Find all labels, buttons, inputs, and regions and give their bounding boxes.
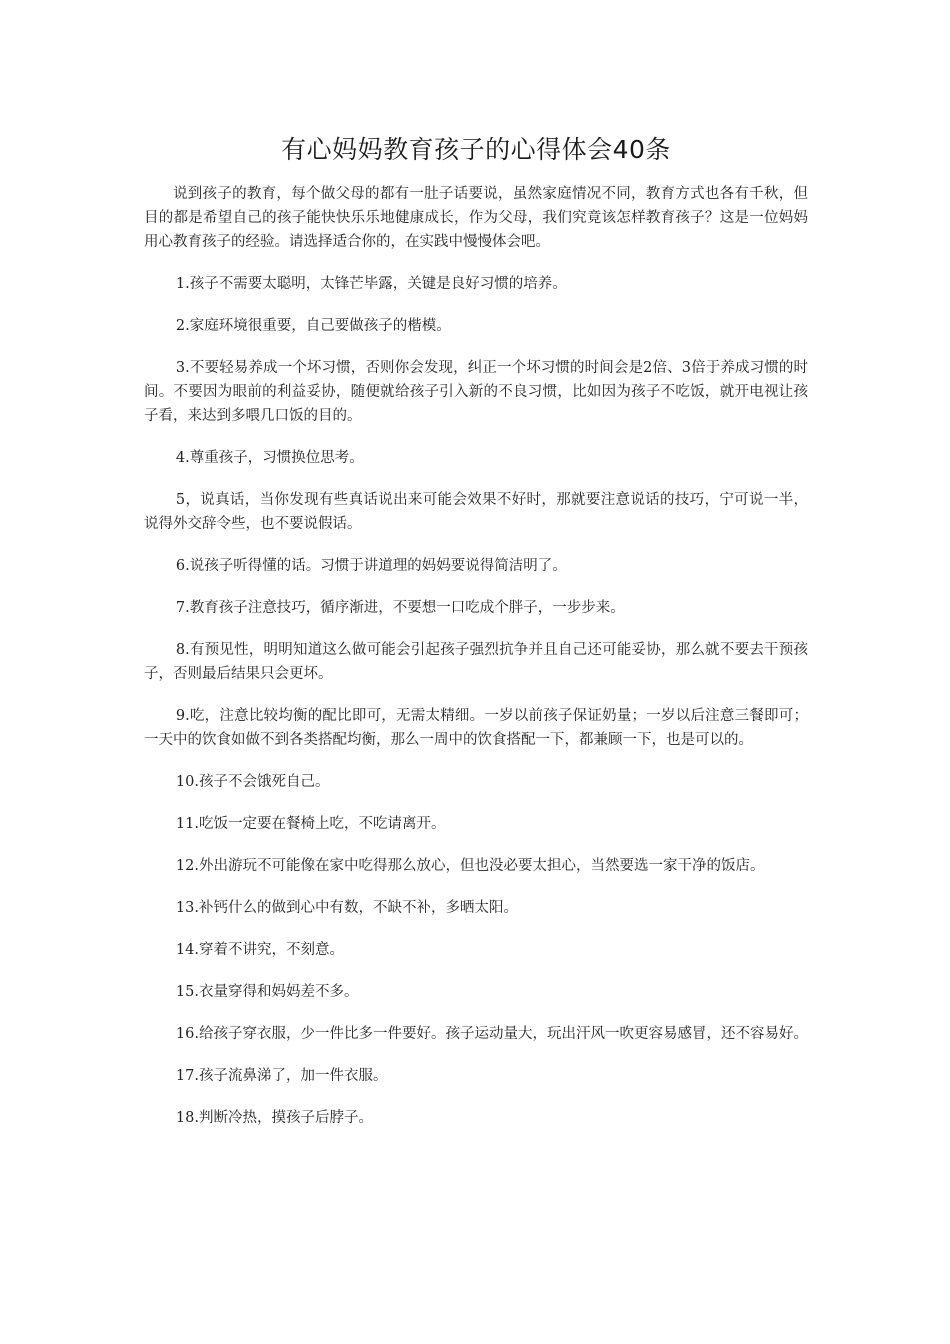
intro-paragraph: 说到孩子的教育，每个做父母的都有一肚子话要说，虽然家庭情况不同，教育方式也各有千秋，但目的都是希望自己的孩子能快快乐乐地健康成长，作为父母，我们究竟该怎样教育孩子？这是一位妈妈用心教育孩子的经验。请选择适合你的，在实践中慢慢体会吧。 — [144, 186, 808, 250]
document-title: 有心妈妈教育孩子的心得体会40条 — [281, 135, 671, 164]
list-item: 1.孩子不需要太聪明，太锋芒毕露，关键是良好习惯的培养。 — [175, 276, 567, 292]
list-item: 18.判断冷热，摸孩子后脖子。 — [175, 1110, 373, 1126]
list-item: 2.家庭环境很重要，自己要做孩子的楷模。 — [175, 318, 451, 334]
list-item: 6.说孩子听得懂的话。习惯于讲道理的妈妈要说得简洁明了。 — [175, 558, 567, 574]
list-item: 11.吃饭一定要在餐椅上吃，不吃请离开。 — [175, 816, 446, 832]
list-item: 9.吃，注意比较均衡的配比即可，无需太精细。一岁以前孩子保证奶量；一岁以后注意三餐即可；一天中的饮食如做不到各类搭配均衡，那么一周中的饮食搭配一下，都兼顾一下，也是可以的。 — [144, 708, 808, 748]
list-item: 10.孩子不会饿死自己。 — [175, 774, 330, 790]
list-item: 12.外出游玩不可能像在家中吃得那么放心，但也没必要太担心，当然要选一家干净的饭店。 — [175, 858, 765, 874]
list-item: 16.给孩子穿衣服，少一件比多一件要好。孩子运动量大，玩出汗风一吹更容易感冒，还不容易好。 — [175, 1026, 808, 1042]
list-item: 8.有预见性，明明知道这么做可能会引起孩子强烈抗争并且自己还可能妥协，那么就不要去干预孩子，否则最后结果只会更坏。 — [144, 642, 808, 682]
list-item: 4.尊重孩子，习惯换位思考。 — [175, 450, 364, 466]
list-item: 17.孩子流鼻涕了，加一件衣服。 — [175, 1068, 388, 1084]
list-item: 13.补钙什么的做到心中有数，不缺不补，多晒太阳。 — [175, 900, 518, 916]
list-item: 14.穿着不讲究，不刻意。 — [175, 942, 344, 958]
list-item: 15.衣量穿得和妈妈差不多。 — [175, 984, 359, 1000]
list-item: 5，说真话，当你发现有些真话说出来可能会效果不好时，那就要注意说话的技巧，宁可说一半，说得外交辞令些，也不要说假话。 — [144, 492, 808, 532]
list-item: 3.不要轻易养成一个坏习惯，否则你会发现，纠正一个坏习惯的时间会是2倍、3倍于养成习惯的时间。不要因为眼前的利益妥协，随便就给孩子引入新的不良习惯，比如因为孩子不吃饭，就开电视让孩子看，来达到多喂几口饭的目的。 — [144, 360, 808, 424]
list-item: 7.教育孩子注意技巧，循序渐进，不要想一口吃成个胖子，一步步来。 — [175, 600, 625, 616]
